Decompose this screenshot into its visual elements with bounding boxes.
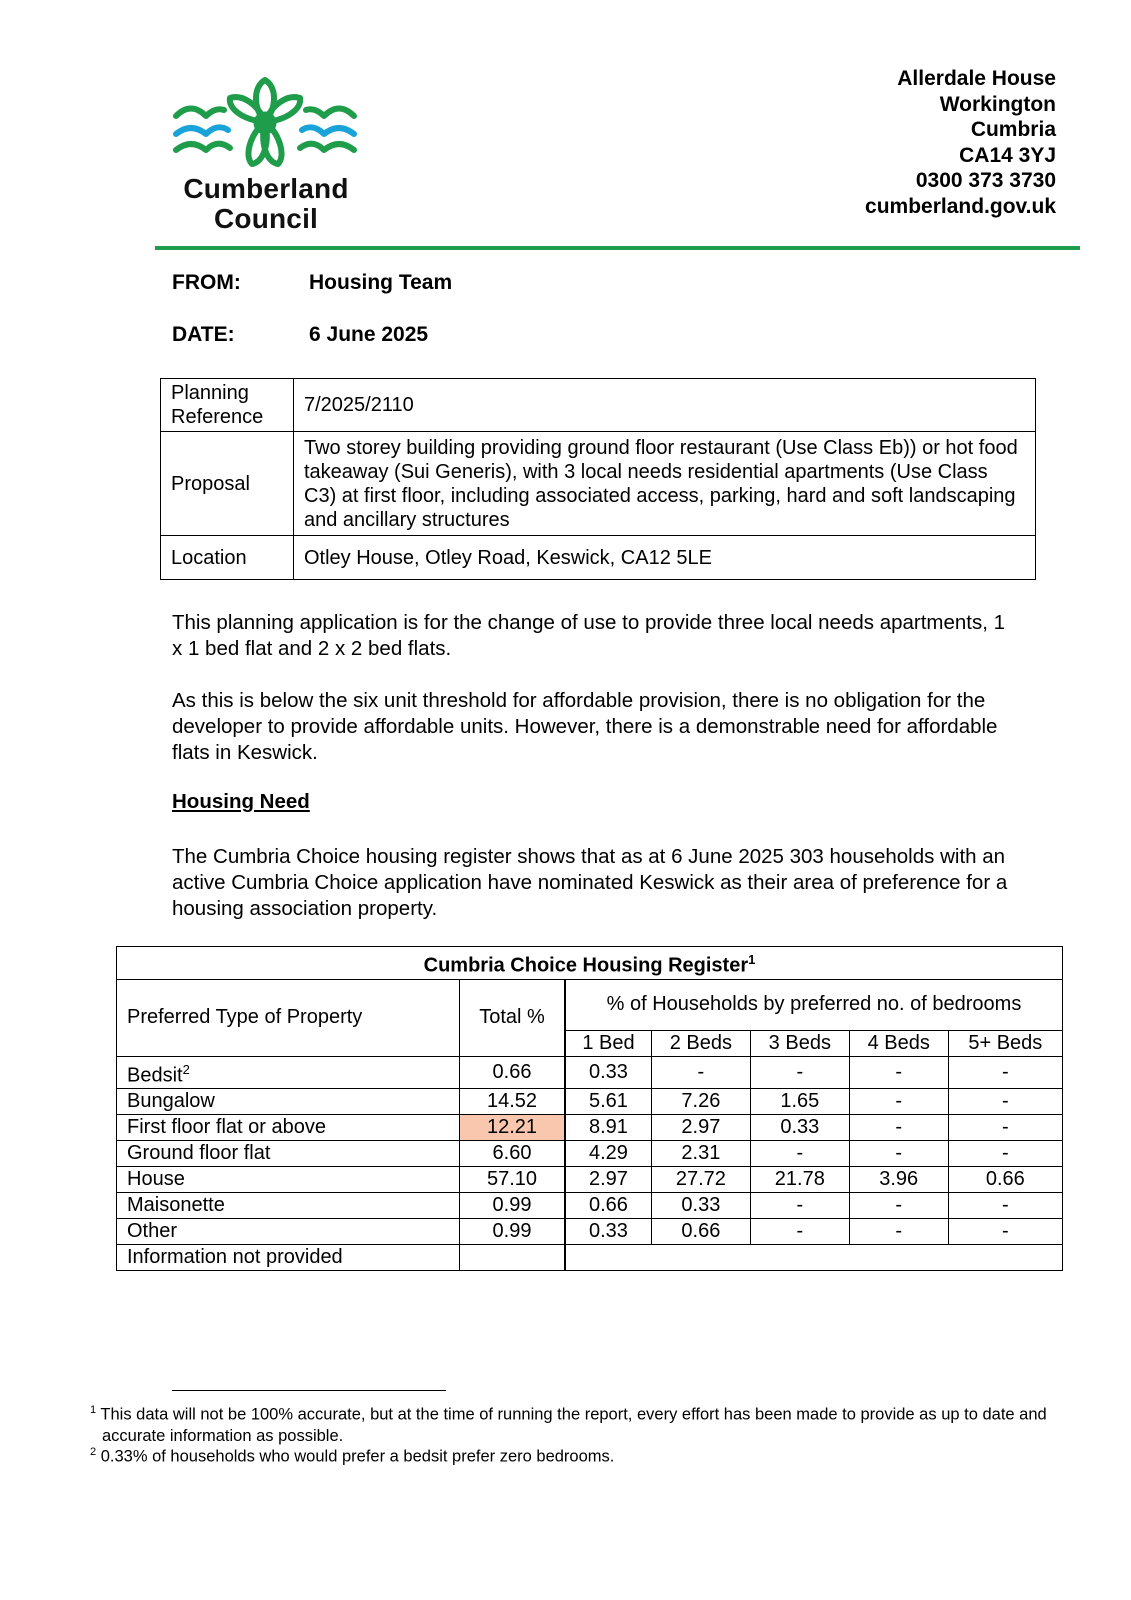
col-header-total: Total % [460,979,566,1056]
bed-percent: 2.97 [651,1115,750,1141]
footnote-2 [90,1442,1050,1468]
logo-name-line2: Council [213,203,319,234]
property-type: Bungalow [117,1089,460,1115]
bed-percent: 0.33 [651,1193,750,1219]
property-type: Other [117,1219,460,1245]
address-line1: Allerdale House [897,67,1056,90]
address-line2: Workington [939,92,1056,116]
property-type: Bedsit$^2$ [117,1056,460,1089]
footnote-ref-1: 1 [748,952,756,967]
bed-percent: 7.26 [651,1089,750,1115]
bed-percent: 0.33 [750,1115,849,1141]
header-divider [155,246,1080,250]
col-header-bed: 3 Beds [750,1030,849,1056]
bed-percent: - [948,1056,1062,1089]
bed-percent: 2.97 [565,1167,651,1193]
property-type: Maisonette [117,1193,460,1219]
bed-percent: - [849,1219,948,1245]
col-header-bed: 4 Beds [849,1030,948,1056]
address-line3: Cumbria [970,118,1056,141]
bed-percent: - [948,1141,1062,1167]
register-row [117,1056,1063,1089]
reference-label: Planning Reference [161,379,294,432]
footnote-ref-2: 2 [182,1061,190,1077]
date-label: DATE: [172,323,235,346]
location-row [161,536,1036,580]
proposal-row [161,432,1036,536]
bed-percent: - [948,1089,1062,1115]
from-label: FROM: [172,271,241,294]
register-row [117,1141,1063,1167]
date-value: 6 June 2025 [309,323,429,346]
from-value: Housing Team [309,271,453,294]
bed-percent: - [849,1193,948,1219]
location-label: Location [161,536,294,580]
address-website: cumberland.gov.uk [865,194,1056,218]
property-type: Information not provided [117,1245,460,1271]
footnote-1-text: This data will not be 100% accurate, but at the time of running the report, every effort has been made to provide as up to date and accurate information as possible. [100,1405,1047,1445]
bed-percent: 27.72 [651,1167,750,1193]
bed-percent: - [849,1115,948,1141]
bed-percent: 2.31 [651,1141,750,1167]
bed-percent: - [750,1056,849,1089]
total-percent: 0.66 [460,1056,566,1089]
property-type: First floor flat or above [117,1115,460,1141]
footnote-1-mark: 1 [90,1404,97,1416]
footnote-2-text: 0.33% of households who would prefer a bedsit prefer zero bedrooms. [100,1447,615,1466]
bed-percent: - [849,1089,948,1115]
col-header-type: Preferred Type of Property [117,979,460,1056]
property-type: Ground floor flat [117,1141,460,1167]
register-row [117,1245,1063,1271]
council-logo [170,76,360,246]
total-percent: 0.99 [460,1193,566,1219]
register-row [117,1115,1063,1141]
bed-percent: 5.61 [565,1089,651,1115]
bed-percent: 0.66 [565,1193,651,1219]
bed-percent: 0.33 [565,1056,651,1089]
bed-percent: - [849,1056,948,1089]
bed-percent: - [750,1141,849,1167]
col-header-group: % of Households by preferred no. of bedrooms [565,979,1063,1030]
register-body [117,1056,1063,1271]
col-header-bed: 1 Bed [565,1030,651,1056]
register-paragraph: The Cumbria Choice housing register shows that as at 6 June 2025 303 households with an active Cumbria Choice application have nominated Keswick as their area of preference for a housing association property. [172,845,1008,920]
bed-percent: - [948,1219,1062,1245]
total-percent: 6.60 [460,1141,566,1167]
proposal-label: Proposal [161,432,294,536]
bed-percent: 21.78 [750,1167,849,1193]
register-row [117,1219,1063,1245]
bed-percent: 3.96 [849,1167,948,1193]
proposal-value: Two storey building providing ground floor restaurant (Use Class Eb)) or hot food takeaway (Sui Generis), with 3 local needs residential apartments (Use Class C3) at first floor, including associated access, parking, hard and soft landscaping and ancillary structures [294,432,1036,536]
total-percent: 0.99 [460,1219,566,1245]
reference-row [161,379,1036,432]
bed-percent: 8.91 [565,1115,651,1141]
total-percent [460,1245,566,1271]
total-percent: 12.21 [460,1115,566,1141]
register-row [117,1193,1063,1219]
register-row [117,1089,1063,1115]
register-row [117,1167,1063,1193]
footnote-divider [172,1390,446,1391]
bed-percent: - [948,1193,1062,1219]
bed-percent: 0.66 [948,1167,1062,1193]
flower-logo-icon [172,76,358,176]
bed-percent: 0.66 [651,1219,750,1245]
total-percent: 57.10 [460,1167,566,1193]
register-header-row [117,979,1063,1030]
bed-percent: - [948,1115,1062,1141]
logo-name-line1: Cumberland [183,173,349,204]
housing-register-table [116,946,1063,1271]
register-title-row [117,947,1063,980]
bed-percent: - [750,1193,849,1219]
bed-percent: - [651,1056,750,1089]
property-type: House [117,1167,460,1193]
bed-percent: 0.33 [565,1219,651,1245]
address-phone: 0300 373 3730 [915,169,1056,192]
total-percent: 14.52 [460,1089,566,1115]
application-details-table [160,378,1036,580]
bed-percent-empty [565,1245,1063,1271]
bed-percent: - [849,1141,948,1167]
bed-percent: 1.65 [750,1089,849,1115]
council-address [865,66,1056,219]
threshold-paragraph: As this is below the six unit threshold for affordable provision, there is no obligation for the developer to provide affordable units. However, there is a demonstrable need for affordable flats in Keswick. [172,689,998,764]
housing-need-heading: Housing Need [172,790,310,813]
register-title: Cumbria Choice Housing Register$^1$ [117,947,1063,980]
bed-percent: 4.29 [565,1141,651,1167]
intro-paragraph: This planning application is for the change of use to provide three local needs apartments, 1 x 1 bed flat and 2 x 2 bed flats. [172,611,1006,660]
location-value: Otley House, Otley Road, Keswick, CA12 5LE [294,536,1036,580]
col-header-bed: 2 Beds [651,1030,750,1056]
address-postcode: CA14 3YJ [959,143,1056,167]
reference-value: 7/2025/2110 [294,379,1036,432]
bed-percent: - [750,1219,849,1245]
footnote-2-mark: 2 [90,1446,97,1458]
footnote-1 [90,1400,1062,1447]
col-header-bed: 5+ Beds [948,1030,1062,1056]
